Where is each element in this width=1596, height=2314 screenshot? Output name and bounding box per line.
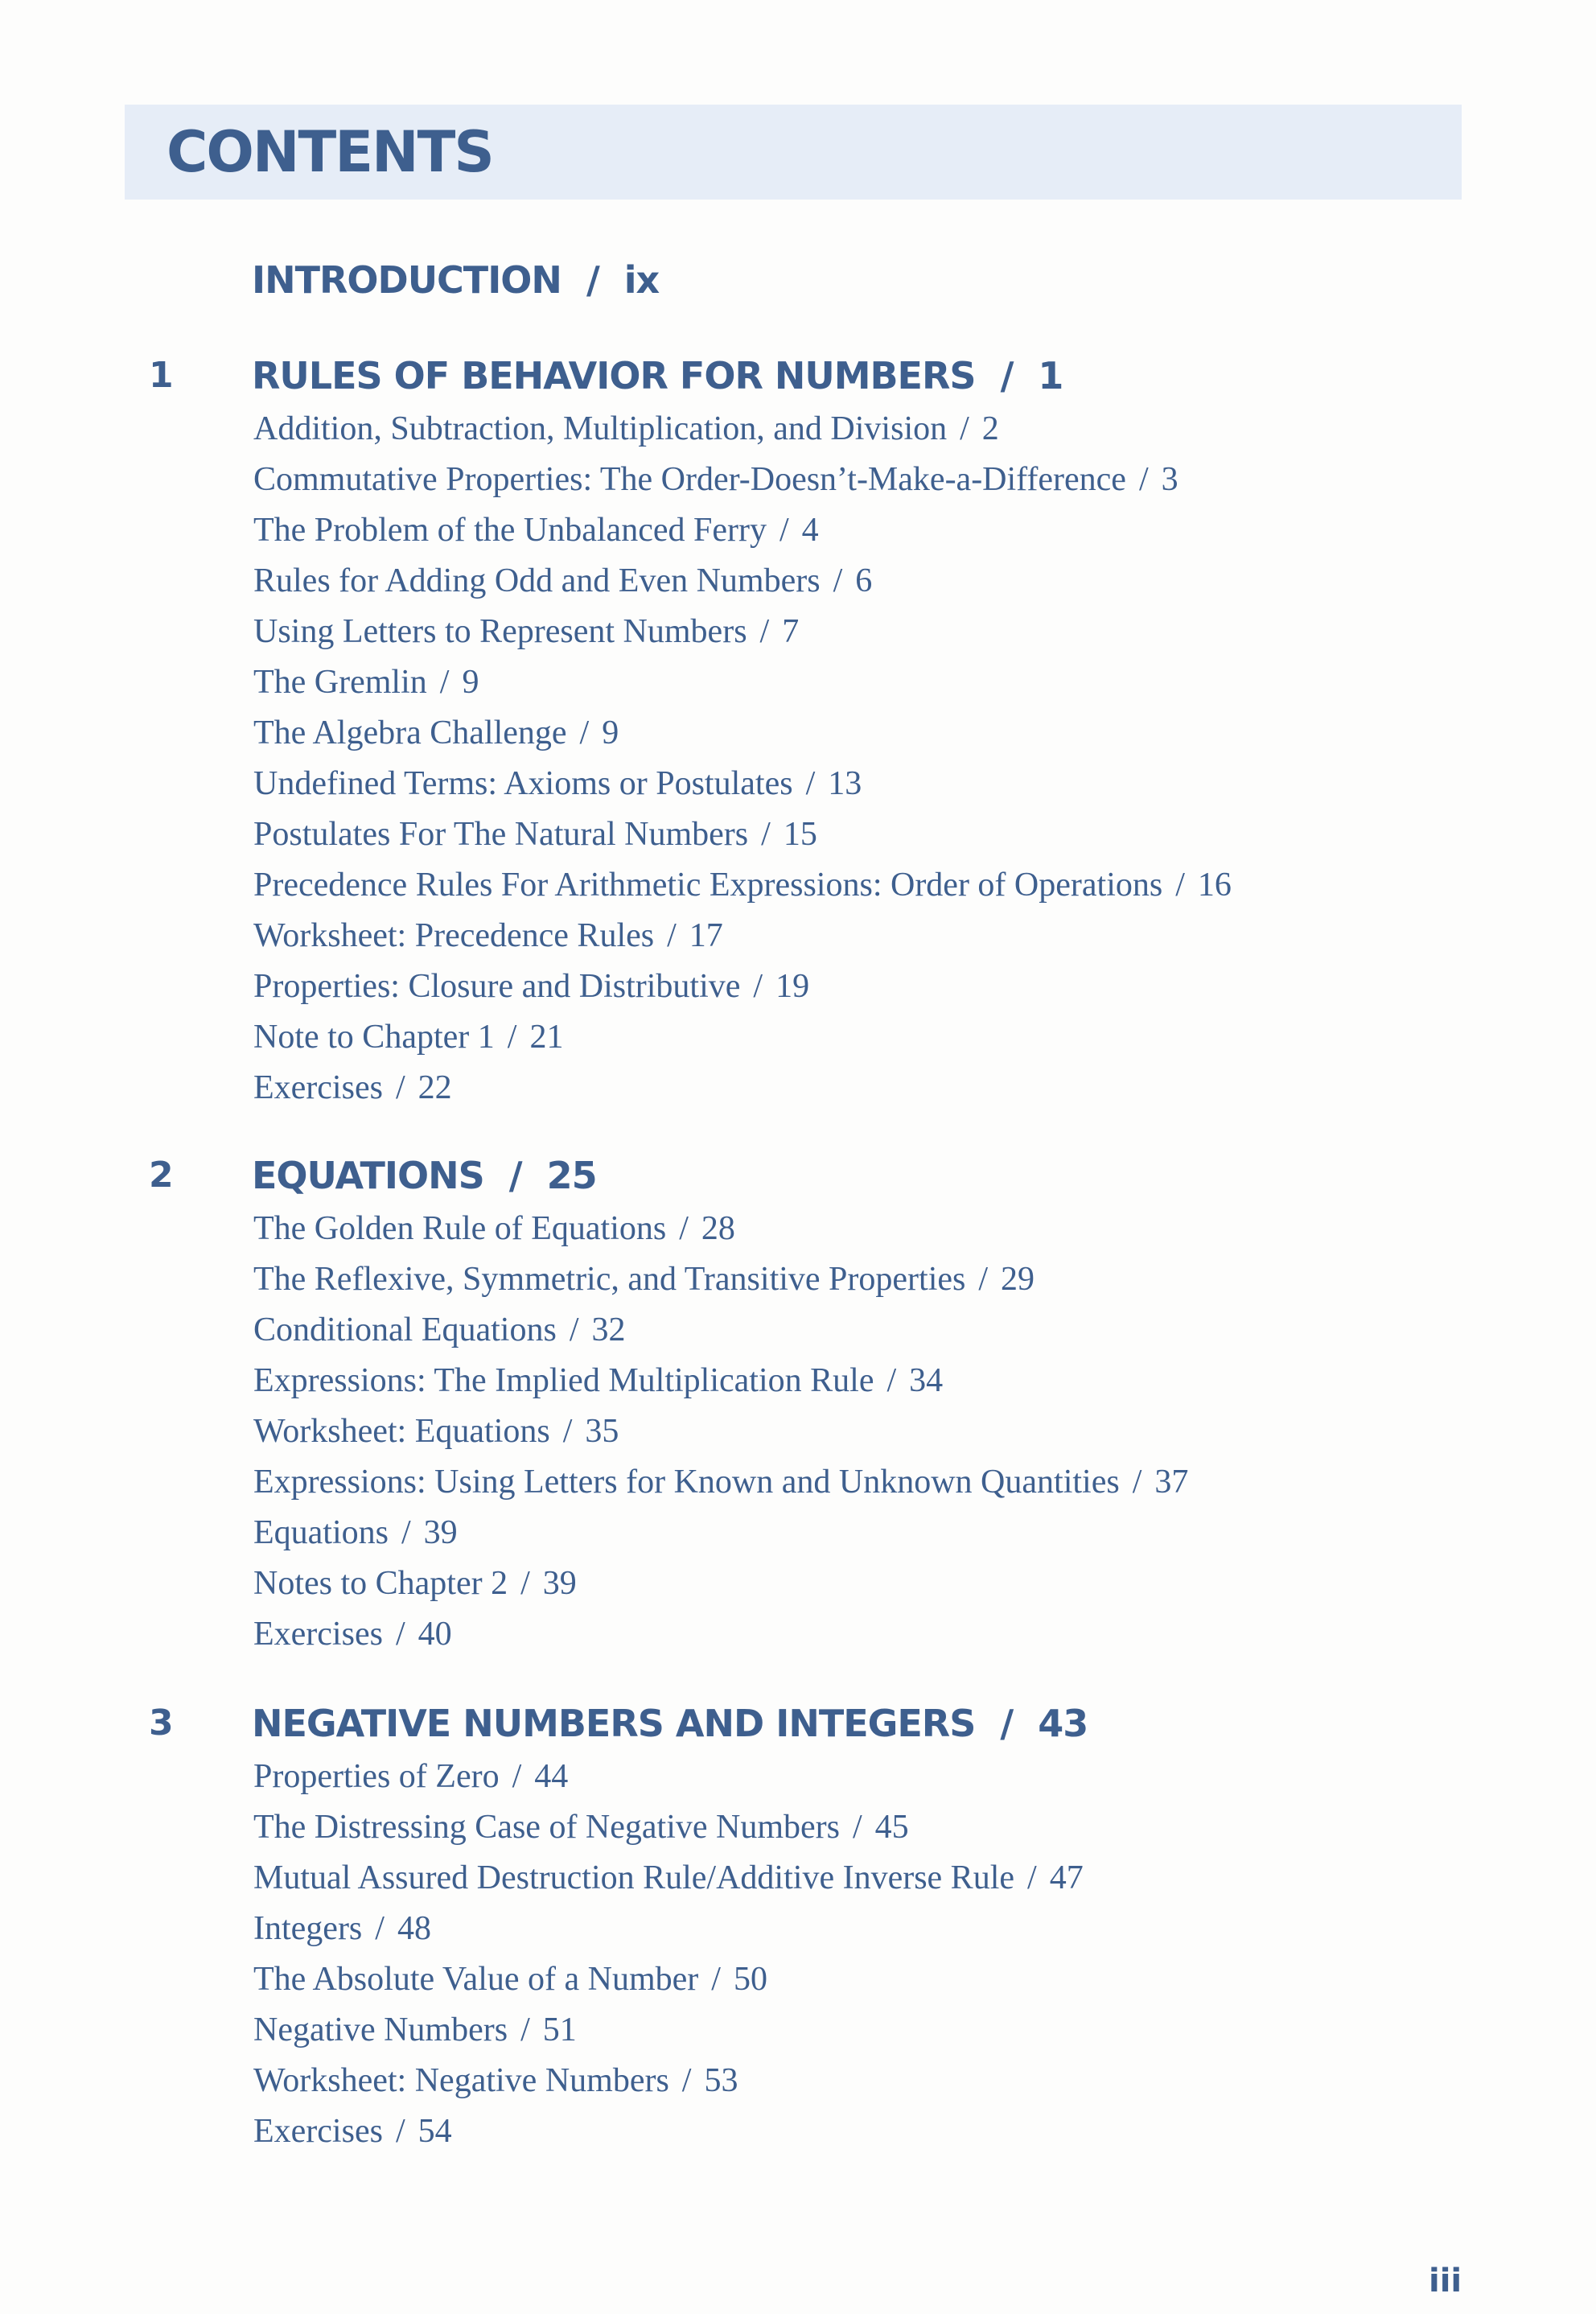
toc-entry-separator: /	[667, 917, 677, 954]
chapter-title[interactable]	[252, 351, 1063, 401]
toc-entry-page: 54	[418, 2113, 452, 2150]
toc-entry-page: 39	[423, 1514, 458, 1551]
chapter-entries	[253, 1204, 1188, 1660]
toc-entry-title: Conditional Equations	[253, 1311, 557, 1348]
toc-entry-separator: /	[679, 1210, 689, 1247]
toc-entry-title: Undefined Terms: Axioms or Postulates	[253, 765, 793, 802]
toc-entry-title: The Distressing Case of Negative Numbers	[253, 1809, 840, 1846]
toc-entry-separator: /	[886, 1362, 897, 1399]
toc-entry-title: Worksheet: Negative Numbers	[253, 2062, 669, 2099]
intro-page: ix	[623, 258, 660, 302]
toc-entry-title: Properties of Zero	[253, 1758, 500, 1795]
toc-entry-separator: /	[1138, 461, 1149, 498]
toc-entry-title: Integers	[253, 1910, 363, 1947]
toc-entry-separator: /	[395, 2113, 405, 2150]
toc-entry[interactable]	[253, 961, 1232, 1012]
toc-entry-page: 6	[855, 562, 873, 599]
chapter-entries	[253, 404, 1232, 1114]
toc-entry-title: Worksheet: Precedence Rules	[253, 917, 655, 954]
chapter-page: 25	[546, 1154, 597, 1197]
toc-entry[interactable]	[253, 1853, 1084, 1904]
toc-entry[interactable]	[253, 1012, 1232, 1063]
toc-entry-separator: /	[401, 1514, 411, 1551]
toc-entry-separator: /	[439, 664, 450, 701]
toc-entry-separator: /	[853, 1809, 862, 1846]
toc-entry[interactable]	[253, 455, 1232, 505]
toc-entry[interactable]	[253, 404, 1232, 455]
toc-entry-separator: /	[759, 613, 770, 650]
toc-entry-title: Precedence Rules For Arithmetic Expressions: Order of Operations	[253, 867, 1163, 904]
chapter-page: 1	[1038, 354, 1063, 397]
toc-entry-title: Exercises	[253, 1069, 383, 1106]
toc-entry-page: 40	[418, 1616, 452, 1653]
toc-entry-page: 47	[1049, 1859, 1084, 1896]
chapter-separator: /	[1000, 1702, 1014, 1745]
toc-entry-separator: /	[520, 1565, 530, 1602]
toc-entry[interactable]	[253, 1802, 1084, 1853]
toc-entry[interactable]	[253, 809, 1232, 860]
toc-entry-separator: /	[395, 1616, 405, 1653]
toc-entry[interactable]	[253, 1063, 1232, 1114]
toc-entry-page: 7	[782, 613, 800, 650]
toc-entry[interactable]	[253, 2056, 1084, 2106]
toc-entry[interactable]	[253, 1904, 1084, 1954]
toc-entry[interactable]	[253, 1752, 1084, 1802]
toc-entry-page: 48	[397, 1910, 431, 1947]
toc-entry-title: Postulates For The Natural Numbers	[253, 816, 749, 853]
toc-introduction[interactable]	[252, 256, 659, 304]
toc-entry-title: The Golden Rule of Equations	[253, 1210, 667, 1247]
toc-entry-separator: /	[681, 2062, 692, 2099]
toc-entry-page: 50	[733, 1961, 767, 1998]
toc-entry-page: 3	[1161, 461, 1178, 498]
chapter-separator: /	[1000, 354, 1014, 397]
toc-entry-page: 2	[981, 410, 999, 447]
chapter-number: 3	[149, 1703, 174, 1744]
toc-entry-page: 34	[909, 1362, 944, 1399]
toc-entry-separator: /	[805, 765, 816, 802]
toc-entry-title: Notes to Chapter 2	[253, 1565, 508, 1602]
toc-entry[interactable]	[253, 1508, 1188, 1558]
toc-entry-title: Exercises	[253, 1616, 383, 1653]
toc-entry-page: 29	[1001, 1261, 1035, 1298]
toc-entry-page: 37	[1154, 1464, 1189, 1501]
toc-entry[interactable]	[253, 1457, 1188, 1508]
toc-entry-title: Negative Numbers	[253, 2011, 508, 2048]
toc-entry[interactable]	[253, 911, 1232, 961]
toc-entry-page: 15	[783, 816, 817, 853]
contents-banner	[125, 105, 1462, 200]
chapter-number: 2	[149, 1155, 174, 1196]
intro-separator: /	[586, 258, 599, 302]
chapter-entries	[253, 1752, 1084, 2157]
chapter-page: 43	[1038, 1702, 1088, 1745]
toc-entry[interactable]	[253, 505, 1232, 556]
toc-entry-page: 51	[542, 2011, 577, 2048]
toc-entry-title: Mutual Assured Destruction Rule/Additive Inverse Rule	[253, 1859, 1015, 1896]
page-number: iii	[1429, 2263, 1462, 2300]
toc-entry-page: 9	[602, 714, 619, 751]
chapter-title[interactable]	[252, 1151, 597, 1200]
chapter-title-text: RULES OF BEHAVIOR FOR NUMBERS	[252, 354, 976, 397]
toc-entry[interactable]	[253, 607, 1232, 657]
toc-entry[interactable]	[253, 1204, 1188, 1254]
toc-entry[interactable]	[253, 556, 1232, 607]
chapter-title-text: NEGATIVE NUMBERS AND INTEGERS	[252, 1702, 976, 1745]
toc-entry-separator: /	[512, 1758, 522, 1795]
chapter-number: 1	[149, 355, 174, 396]
toc-entry[interactable]	[253, 1609, 1188, 1660]
toc-entry-page: 9	[462, 664, 479, 701]
toc-entry-separator: /	[711, 1961, 721, 1998]
chapter-separator: /	[508, 1154, 522, 1197]
toc-entry-title: Note to Chapter 1	[253, 1019, 495, 1056]
toc-entry-page: 35	[585, 1413, 619, 1450]
toc-entry[interactable]	[253, 1954, 1084, 2005]
toc-entry-page: 19	[775, 968, 810, 1005]
toc-entry-separator: /	[779, 512, 789, 549]
toc-entry-separator: /	[833, 562, 843, 599]
intro-label: INTRODUCTION	[252, 258, 561, 302]
toc-entry-page: 17	[689, 917, 723, 954]
toc-entry-separator: /	[1027, 1859, 1037, 1896]
toc-entry[interactable]	[253, 1254, 1188, 1305]
chapter-title-text: EQUATIONS	[252, 1154, 484, 1197]
toc-entry-title: Worksheet: Equations	[253, 1413, 550, 1450]
toc-entry-separator: /	[761, 816, 771, 853]
toc-entry-separator: /	[562, 1413, 573, 1450]
toc-entry-title: Commutative Properties: The Order-Doesn’t-Make-a-Difference	[253, 461, 1126, 498]
toc-entry-page: 39	[542, 1565, 577, 1602]
toc-entry[interactable]	[253, 2106, 1084, 2157]
chapter-title[interactable]	[252, 1698, 1088, 1748]
toc-entry-title: Exercises	[253, 2113, 383, 2150]
toc-entry-separator: /	[395, 1069, 405, 1106]
toc-entry-separator: /	[753, 968, 763, 1005]
toc-entry-page: 16	[1197, 867, 1232, 904]
toc-entry[interactable]	[253, 708, 1232, 759]
toc-entry[interactable]	[253, 1305, 1188, 1356]
toc-entry-title: Expressions: The Implied Multiplication Rule	[253, 1362, 874, 1399]
toc-entry-title: The Reflexive, Symmetric, and Transitive Properties	[253, 1261, 966, 1298]
toc-entry-separator: /	[569, 1311, 579, 1348]
toc-entry-separator: /	[978, 1261, 989, 1298]
toc-entry-page: 44	[534, 1758, 569, 1795]
toc-entry-title: The Absolute Value of a Number	[253, 1961, 699, 1998]
toc-entry-page: 45	[874, 1809, 909, 1846]
toc-entry-separator: /	[579, 714, 590, 751]
toc-entry-title: The Gremlin	[253, 664, 427, 701]
toc-entry[interactable]	[253, 1558, 1188, 1609]
toc-entry-separator: /	[375, 1910, 385, 1947]
toc-entry-separator: /	[1175, 867, 1185, 904]
toc-entry-title: Using Letters to Represent Numbers	[253, 613, 747, 650]
toc-entry-page: 32	[591, 1311, 626, 1348]
toc-entry-page: 28	[701, 1210, 735, 1247]
toc-entry-separator: /	[960, 410, 969, 447]
toc-entry-page: 22	[418, 1069, 452, 1106]
toc-entry-title: Properties: Closure and Distributive	[253, 968, 741, 1005]
toc-entry-title: The Algebra Challenge	[253, 714, 567, 751]
toc-entry[interactable]	[253, 759, 1232, 809]
toc-entry-separator: /	[520, 2011, 530, 2048]
toc-entry-title: Addition, Subtraction, Multiplication, and Division	[253, 410, 948, 447]
toc-entry-title: Expressions: Using Letters for Known and Unknown Quantities	[253, 1464, 1120, 1501]
toc-entry-title: The Problem of the Unbalanced Ferry	[253, 512, 767, 549]
toc-entry-page: 13	[828, 765, 862, 802]
toc-entry-separator: /	[507, 1019, 517, 1056]
toc-entry[interactable]	[253, 2005, 1084, 2056]
page-title: CONTENTS	[167, 119, 493, 185]
toc-entry[interactable]	[253, 657, 1232, 708]
toc-entry-page: 4	[801, 512, 819, 549]
toc-entry-page: 53	[704, 2062, 738, 2099]
toc-entry-title: Rules for Adding Odd and Even Numbers	[253, 562, 821, 599]
toc-entry-page: 21	[529, 1019, 564, 1056]
toc-entry[interactable]	[253, 1356, 1188, 1406]
toc-entry-title: Equations	[253, 1514, 389, 1551]
toc-entry[interactable]	[253, 1406, 1188, 1457]
toc-entry-separator: /	[1132, 1464, 1142, 1501]
toc-entry[interactable]	[253, 860, 1232, 911]
